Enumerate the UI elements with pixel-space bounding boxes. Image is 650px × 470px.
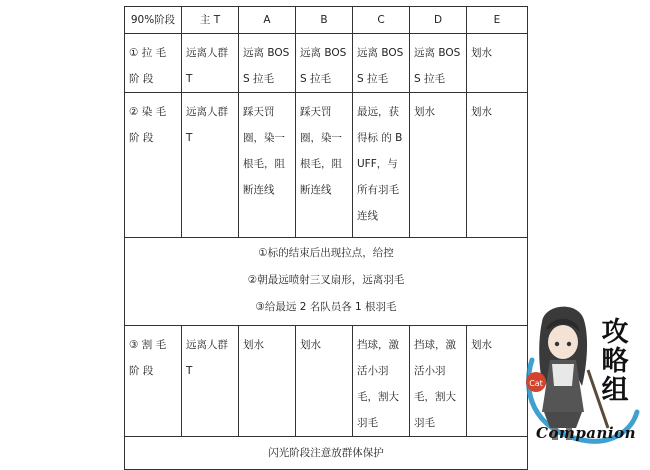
phase2-d: 划水 <box>410 93 467 238</box>
header-c: C <box>353 7 410 34</box>
header-row <box>125 7 528 34</box>
phase1-name: ① 拉 毛 阶 段 <box>125 34 182 93</box>
phase3-name: ③ 割 毛 阶 段 <box>125 326 182 437</box>
phase2-e: 划水 <box>467 93 528 238</box>
brand-cn-logo: 攻略组 <box>601 317 629 406</box>
notes-row <box>125 238 528 326</box>
phase3-b: 划水 <box>296 326 353 437</box>
note-2: ②朝最远喷射三叉扇形，远离羽毛 <box>247 274 405 286</box>
phase1-c: 远离 BOSS 拉毛 <box>353 34 410 93</box>
phase1-d: 远离 BOSS 拉毛 <box>410 34 467 93</box>
phase3-d: 挡球，激活小羽毛，割大羽毛 <box>410 326 467 437</box>
header-phase: 90%阶段 <box>125 7 182 34</box>
header-d: D <box>410 7 467 34</box>
note-3: ③给最远 2 名队员各 1 根羽毛 <box>255 301 397 313</box>
phase3-a: 划水 <box>239 326 296 437</box>
phase1-row <box>125 34 528 93</box>
strategy-table <box>124 6 528 470</box>
header-e: E <box>467 7 528 34</box>
header-a: A <box>239 7 296 34</box>
footer-row <box>125 437 528 470</box>
phase2-main-tank: 远离人群T <box>182 93 239 238</box>
mechanic-notes <box>125 238 528 326</box>
phase3-row <box>125 326 528 437</box>
note-1: ①标的结束后出现拉点，给控 <box>258 247 394 259</box>
header-main-tank: 主 T <box>182 7 239 34</box>
cat-badge-text: Cat <box>529 379 543 388</box>
header-b: B <box>296 7 353 34</box>
phase2-b: 踩天罚圈，染一根毛，阻断连线 <box>296 93 353 238</box>
phase2-name: ② 染 毛 阶 段 <box>125 93 182 238</box>
phase3-c: 挡球，激活小羽毛，割大羽毛 <box>353 326 410 437</box>
phase1-b: 远离 BOSS 拉毛 <box>296 34 353 93</box>
phase1-a: 远离 BOSS 拉毛 <box>239 34 296 93</box>
footer-note: 闪光阶段注意放群体保护 <box>125 437 528 470</box>
brand-en-logo: Companion <box>536 424 637 442</box>
phase1-e: 划水 <box>467 34 528 93</box>
phase1-main-tank: 远离人群T <box>182 34 239 93</box>
phase2-row <box>125 93 528 238</box>
phase3-main-tank: 远离人群T <box>182 326 239 437</box>
phase3-e: 划水 <box>467 326 528 437</box>
phase2-c: 最远，获得标 的 BUFF，与所有羽毛连线 <box>353 93 410 238</box>
phase2-a: 踩天罚圈，染一根毛，阻断连线 <box>239 93 296 238</box>
